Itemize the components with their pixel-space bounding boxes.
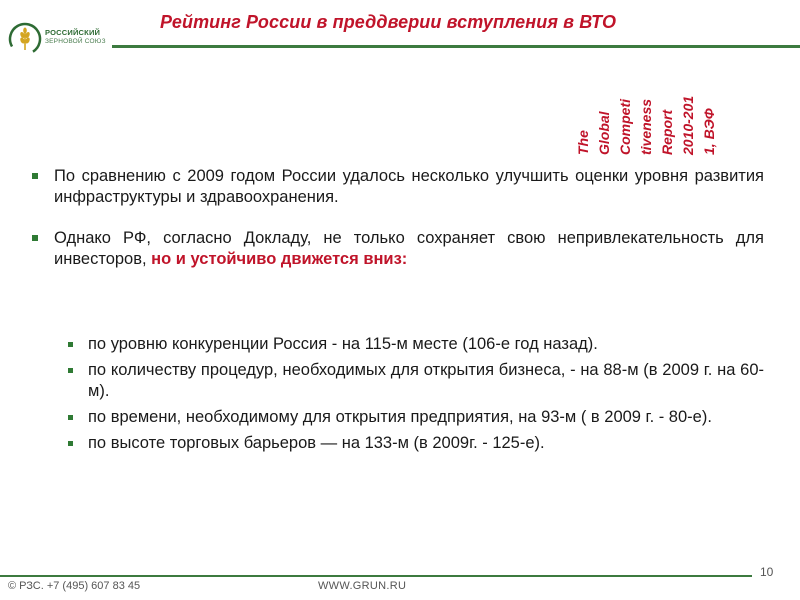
source-text: The Global Competi tiveness Report 2010-201 1, ВЭФ [575, 95, 717, 155]
header-divider [112, 45, 800, 48]
sub-item-text: по времени, необходимому для открытия предприятия, на 93-м ( в 2009 г. - 80-е). [88, 408, 712, 426]
footer-url[interactable]: WWW.GRUN.RU [318, 580, 407, 592]
bullet-item [32, 228, 764, 270]
company-logo [8, 22, 128, 56]
logo-line-2: ЗЕРНОВОЙ СОЮЗ [45, 38, 106, 45]
square-bullet-icon [32, 235, 38, 241]
square-bullet-icon [68, 342, 73, 347]
wheat-ear-logo-icon [8, 22, 42, 56]
main-content [32, 166, 764, 270]
source-note [520, 60, 720, 155]
bullet-highlight: но и устойчиво движется вниз: [151, 250, 408, 268]
logo-text [45, 28, 106, 46]
sub-list-item [68, 360, 764, 402]
sub-list [68, 334, 764, 459]
square-bullet-icon [32, 173, 38, 179]
sub-list-item [68, 334, 764, 355]
page-number: 10 [760, 565, 774, 579]
sub-list-item [68, 433, 764, 454]
bullet-text: По сравнению с 2009 годом России удалось несколько улучшить оценки уровня развития инфраструктуры и здравоохранения. [54, 167, 764, 206]
sub-item-text: по количеству процедур, необходимых для открытия бизнеса, - на 88-м (в 2009 г. на 60-м). [88, 361, 764, 400]
logo-line-1: РОССИЙСКИЙ [45, 28, 101, 37]
footer-divider [0, 575, 752, 577]
sub-item-text: по высоте торговых барьеров — на 133-м (в 2009г. - 125-е). [88, 434, 545, 452]
bullet-item [32, 166, 764, 208]
sub-item-text: по уровню конкуренции Россия - на 115-м месте (106-е год назад). [88, 335, 598, 353]
sub-list-item [68, 407, 764, 428]
square-bullet-icon [68, 415, 73, 420]
footer-copyright: © РЗС. +7 (495) 607 83 45 [8, 580, 141, 592]
page-title: Рейтинг России в преддверии вступления в ВТО [160, 12, 617, 32]
square-bullet-icon [68, 368, 73, 373]
square-bullet-icon [68, 441, 73, 446]
bullet-text: Однако РФ, согласно Докладу, не только сохраняет свою непривлекательность для инвесторов, [54, 229, 764, 268]
